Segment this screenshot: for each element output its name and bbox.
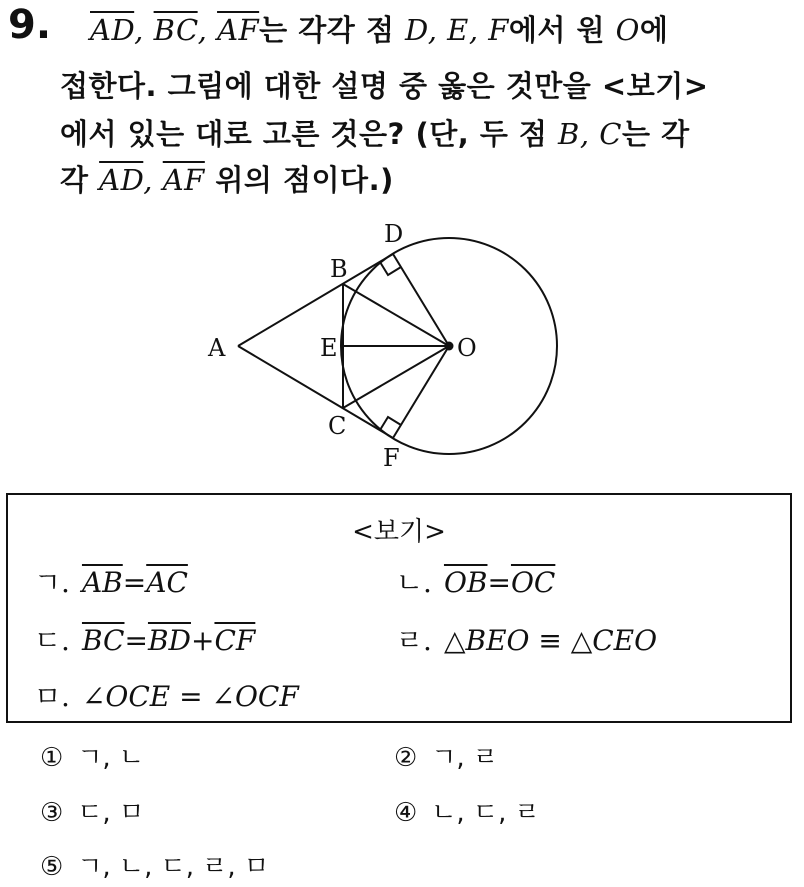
segment-bc: $\overline{BC}$ <box>153 13 198 47</box>
separator: , <box>134 13 154 47</box>
angle-expression: ∠OCE = ∠OCF <box>81 680 299 713</box>
segment-ob: $\overline{OB}$ <box>443 566 488 599</box>
question-text: 위의 점이다.) <box>204 163 394 197</box>
choice-3[interactable] <box>40 792 144 829</box>
question-text: 각 <box>60 163 100 197</box>
segment-ob <box>343 284 449 346</box>
bogi-box <box>6 493 792 723</box>
segment-oc <box>343 346 449 408</box>
label-a: A <box>208 334 226 362</box>
bogi-item-4 <box>396 619 657 659</box>
right-angle-mark-d <box>380 262 401 275</box>
item-marker: ㄴ. <box>396 566 432 599</box>
point-b: B <box>558 117 580 151</box>
question-text: 는 각 <box>622 117 690 151</box>
bogi-item-1 <box>34 561 188 601</box>
item-marker: ㄱ. <box>34 566 70 599</box>
label-e: E <box>320 334 338 362</box>
label-f: F <box>383 444 400 472</box>
point-d: D <box>405 13 428 47</box>
question-number: 9. <box>8 2 52 48</box>
bogi-item-3 <box>34 619 255 659</box>
point-o: O <box>615 13 640 47</box>
right-angle-mark-f <box>380 417 401 430</box>
item-marker: ㄷ. <box>34 624 70 657</box>
segment-ac: $\overline{AC}$ <box>146 566 188 599</box>
segment-cf: $\overline{CF}$ <box>214 624 256 657</box>
segment-ad: $\overline{AD}$ <box>99 163 144 197</box>
bogi-item-2 <box>396 561 555 601</box>
equals-sign: = <box>124 624 148 657</box>
choice-4[interactable] <box>394 792 540 829</box>
question-text: 에 <box>639 13 669 47</box>
segment-oc: $\overline{OC}$ <box>510 566 556 599</box>
separator: , <box>197 13 218 47</box>
label-b: B <box>330 255 348 283</box>
question-text: 는 각각 점 <box>259 13 405 47</box>
segment-bd: $\overline{BD}$ <box>147 624 191 657</box>
question-text: 에서 있는 대로 고른 것은? (단, 두 점 <box>60 117 559 151</box>
choice-5[interactable] <box>40 846 269 883</box>
segment-bc: $\overline{BC}$ <box>81 624 125 657</box>
segment-ab: $\overline{AB}$ <box>81 566 123 599</box>
label-c: C <box>328 412 347 440</box>
separator: , <box>143 163 163 197</box>
point-e: E <box>447 13 469 47</box>
choice-text: ㄷ, ㅁ <box>77 798 145 828</box>
choice-text: ㄴ, ㄷ, ㄹ <box>431 798 540 828</box>
question-text: 에서 원 <box>508 13 616 47</box>
choice-text: ㄱ, ㄴ, ㄷ, ㄹ, ㅁ <box>77 852 270 882</box>
segment-af: $\overline{AF}$ <box>162 163 205 197</box>
choice-text: ㄱ, ㄹ <box>431 743 499 773</box>
point-f: F <box>488 13 509 47</box>
item-marker: ㅁ. <box>34 680 70 713</box>
segment-af: $\overline{AF}$ <box>217 13 260 47</box>
separator: , <box>427 13 448 47</box>
congruence-expression: △BEO ≡ △CEO <box>443 624 658 657</box>
choice-1[interactable] <box>40 737 144 774</box>
label-d: D <box>384 220 404 248</box>
bogi-item-5 <box>34 675 299 715</box>
choice-number: ④ <box>394 798 418 828</box>
point-c: C <box>599 117 622 151</box>
label-o: O <box>457 334 477 362</box>
item-marker: ㄹ. <box>396 624 432 657</box>
bogi-title: <보기> <box>352 517 446 547</box>
choice-text: ㄱ, ㄴ <box>77 743 145 773</box>
choice-2[interactable] <box>394 737 498 774</box>
choice-number: ③ <box>40 798 64 828</box>
separator: , <box>468 13 489 47</box>
question-line-2: 접한다. 그림에 대한 설명 중 옳은 것만을 <보기> <box>60 69 709 103</box>
plus-sign: + <box>190 624 215 657</box>
separator: , <box>579 117 600 151</box>
equals-sign: = <box>487 566 511 599</box>
segment-ad: $\overline{AD}$ <box>90 13 135 47</box>
choice-number: ⑤ <box>40 852 64 882</box>
center-point-o <box>445 342 454 351</box>
choice-number: ② <box>394 743 418 773</box>
equals-sign: = <box>122 566 147 599</box>
choice-number: ① <box>40 743 64 773</box>
